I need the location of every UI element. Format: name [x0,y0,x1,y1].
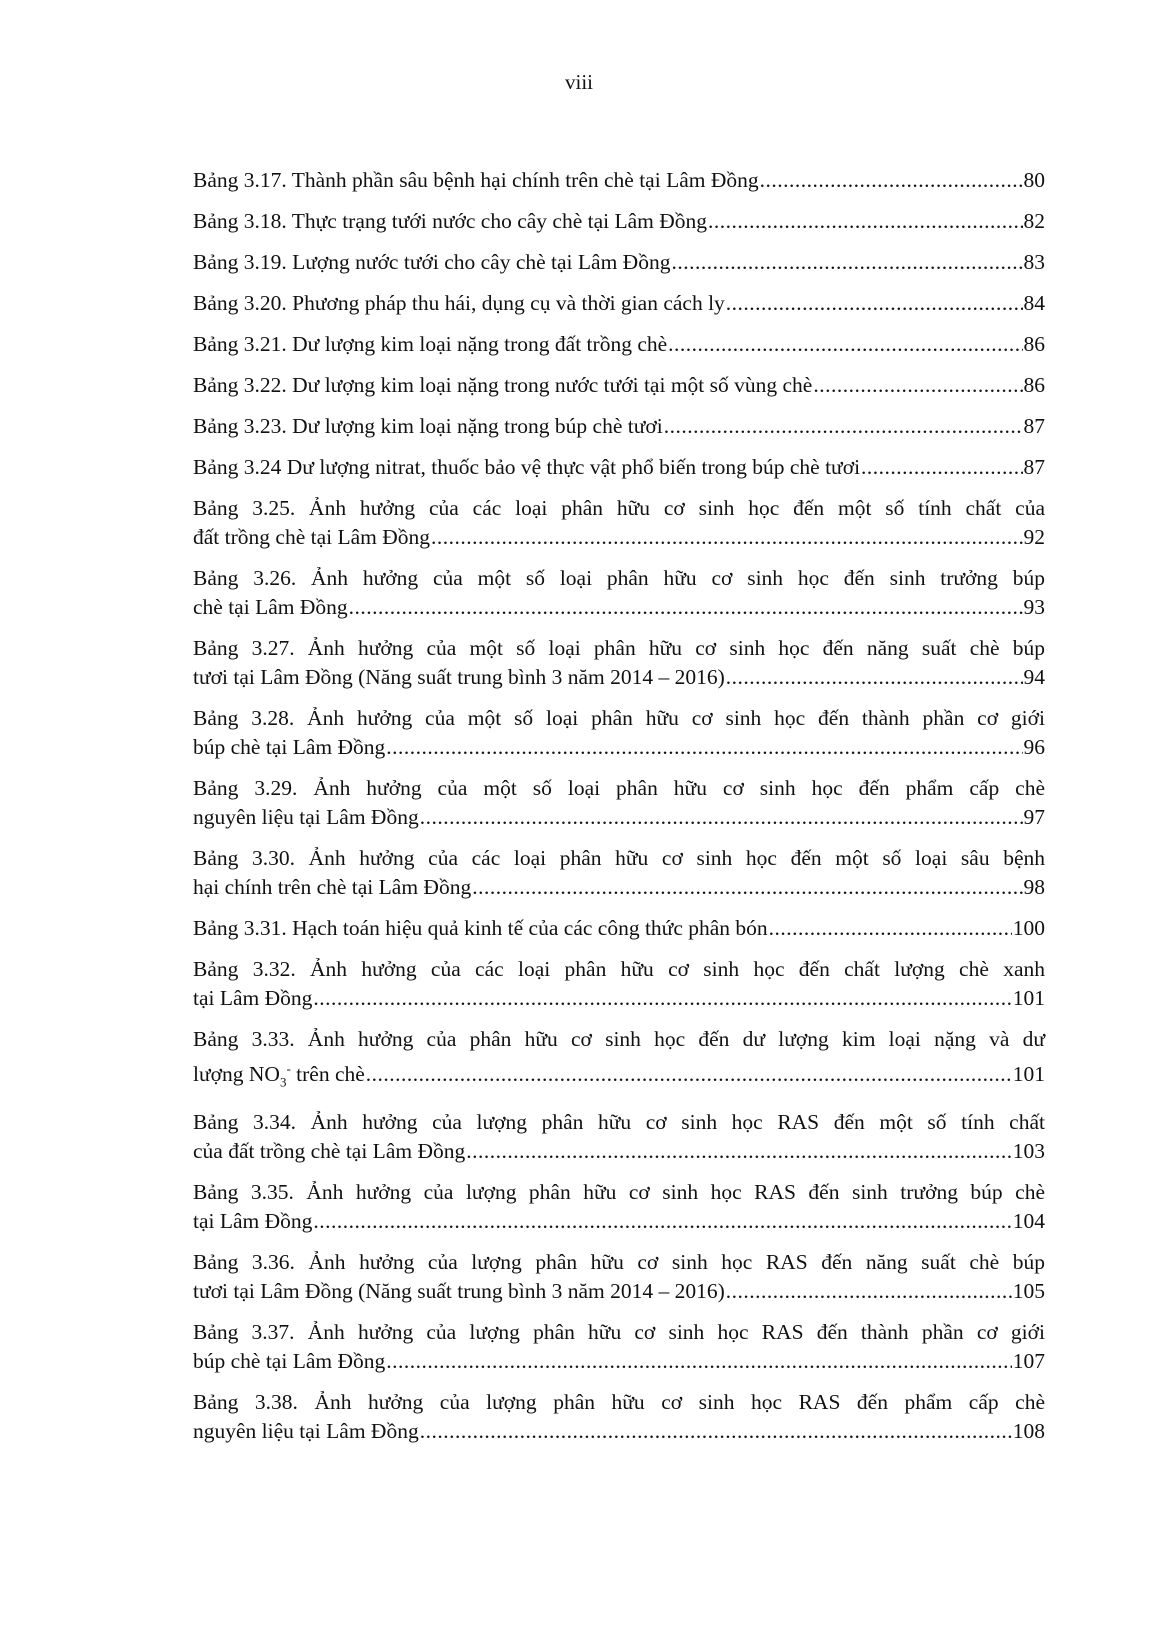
toc-entry-line [193,984,1045,1013]
toc-entry [193,634,1045,692]
toc-entry-line [193,803,1045,832]
toc-entry [193,774,1045,832]
toc-entry-text: Bảng 3.17. Thành phần sâu bệnh hại chính trên chè tại Lâm Đồng [193,168,759,192]
toc-page-number: 92 [1023,525,1045,549]
toc-entry-text: đất trồng chè tại Lâm Đồng [193,525,431,549]
toc-entry-line [193,453,1045,482]
toc-entry-text: búp chè tại Lâm Đồng [193,735,386,759]
toc-entry [193,1108,1045,1166]
dot-leader [313,984,1011,1013]
toc-page-number: 107 [1012,1349,1045,1374]
dot-leader [420,803,1023,832]
toc-entry-text: Bảng 3.31. Hạch toán hiệu quả kinh tế của các công thức phân bón [193,916,768,940]
toc-entry-text: Bảng 3.37. Ảnh hưởng của lượng phân hữu cơ sinh học RAS đến thành phần cơ giới [193,1320,1045,1345]
dot-leader [386,733,1022,762]
toc-entry-line [193,166,1045,195]
toc-entry-line [193,1417,1045,1446]
toc-entry [193,844,1045,902]
toc-page-number: 86 [1023,332,1045,356]
toc-entry-line [193,1277,1045,1306]
toc-entry [193,914,1045,943]
toc-entry [193,1318,1045,1376]
toc-page-number: 103 [1012,1139,1045,1164]
toc-entry [193,1178,1045,1236]
dot-leader [466,1137,1012,1166]
toc-entry-line [193,593,1045,622]
toc-page-number: 96 [1023,735,1045,759]
toc-entry [193,955,1045,1013]
toc-page-number: 101 [1012,986,1045,1010]
toc-entry-text: Bảng 3.19. Lượng nước tưới cho cây chè tại Lâm Đồng [193,250,671,274]
toc-entry-line [193,1347,1045,1376]
toc-entry [193,289,1045,318]
dot-leader [760,166,1023,195]
dot-leader [813,371,1022,400]
toc-page-number: 104 [1012,1209,1045,1234]
toc-entry-line [193,330,1045,359]
toc-entry-text: lượng $NO_3^-$ trên chè [193,1061,365,1090]
toc-entry [193,166,1045,195]
toc-page-number: 84 [1023,291,1045,315]
toc-page-number: 86 [1023,373,1045,397]
toc-entry-line [193,1137,1045,1166]
dot-leader [472,873,1022,902]
page-number: viii [564,70,593,94]
dot-leader [386,1347,1011,1376]
toc-entry-text: Bảng 3.28. Ảnh hưởng của một số loại phân hữu cơ sinh học đến thành phần cơ giới [193,706,1045,730]
toc-entry-text: Bảng 3.35. Ảnh hưởng của lượng phân hữu cơ sinh học RAS đến sinh trưởng búp chè [193,1180,1045,1205]
toc-entry [193,1025,1045,1096]
dot-leader [313,1207,1011,1236]
toc-entry [193,704,1045,762]
dot-leader [708,207,1022,236]
toc-entry-text: Bảng 3.24 Dư lượng nitrat, thuốc bảo vệ thực vật phổ biến trong búp chè tươi [193,455,861,479]
toc-entry-line [193,914,1045,943]
toc-entry [193,1388,1045,1446]
toc-entry-text: Bảng 3.18. Thực trạng tưới nước cho cây chè tại Lâm Đồng [193,209,708,233]
toc-entry-line [193,733,1045,762]
toc-entry-text: Bảng 3.26. Ảnh hưởng của một số loại phân hữu cơ sinh học đến sinh trưởng búp [193,566,1045,590]
dot-leader [671,248,1022,277]
toc-page-number: 100 [1012,916,1045,940]
toc-entry-line [193,873,1045,902]
toc-entry-text: chè tại Lâm Đồng [193,595,348,619]
toc-entry-text: Bảng 3.29. Ảnh hưởng của một số loại phân hữu cơ sinh học đến phẩm cấp chè [193,776,1045,800]
toc-entry-text: của đất trồng chè tại Lâm Đồng [193,1139,466,1164]
toc-page-number: 87 [1023,455,1045,479]
toc-entry-text: tại Lâm Đồng [193,1209,313,1234]
toc-page-number: 83 [1023,250,1045,274]
toc-page-number: 93 [1023,595,1045,619]
toc-entry [193,564,1045,622]
toc-entry-text: Bảng 3.27. Ảnh hưởng của một số loại phân hữu cơ sinh học đến năng suất chè búp [193,636,1045,660]
toc-entry-text: Bảng 3.38. Ảnh hưởng của lượng phân hữu cơ sinh học RAS đến phẩm cấp chè [193,1390,1045,1415]
dot-leader [861,453,1022,482]
dot-leader [668,330,1022,359]
toc-page-number: 94 [1023,665,1045,689]
toc-entry [193,412,1045,441]
toc-entry [193,248,1045,277]
toc-page-number: 108 [1012,1419,1045,1444]
toc-entry-text: Bảng 3.32. Ảnh hưởng của các loại phân hữu cơ sinh học đến chất lượng chè xanh [193,957,1045,981]
toc-entry-line [193,523,1045,552]
toc-entry-line [193,289,1045,318]
toc-page-number: 82 [1023,209,1045,233]
toc-entry-text: nguyên liệu tại Lâm Đồng [193,805,419,829]
toc-page-number: 105 [1012,1279,1045,1304]
toc-entry [193,494,1045,552]
dot-leader [769,914,1012,943]
toc-entry-text: nguyên liệu tại Lâm Đồng [193,1419,419,1444]
toc-entry [193,453,1045,482]
dot-leader [664,412,1023,441]
dot-leader [726,663,1023,692]
dot-leader [366,1060,1012,1089]
dot-leader [431,523,1022,552]
toc-entry [193,371,1045,400]
toc-entry-text: Bảng 3.25. Ảnh hưởng của các loại phân hữu cơ sinh học đến một số tính chất của [193,496,1045,520]
toc-entry-text: Bảng 3.22. Dư lượng kim loại nặng trong nước tưới tại một số vùng chè [193,373,813,397]
toc-entry-text: Bảng 3.30. Ảnh hưởng của các loại phân hữu cơ sinh học đến một số loại sâu bệnh [193,846,1045,870]
toc-entry-text: tươi tại Lâm Đồng (Năng suất trung bình 3 năm 2014 – 2016) [193,1279,725,1304]
toc-page-number: 87 [1023,414,1045,438]
table-of-contents [193,166,1045,1458]
toc-entry-text: Bảng 3.34. Ảnh hưởng của lượng phân hữu cơ sinh học RAS đến một số tính chất [193,1110,1045,1135]
toc-entry-line [193,1054,1045,1096]
toc-entry-text: tại Lâm Đồng [193,986,313,1010]
dot-leader [349,593,1023,622]
toc-entry-text: Bảng 3.21. Dư lượng kim loại nặng trong đất trồng chè [193,332,668,356]
toc-entry-text: hại chính trên chè tại Lâm Đồng [193,875,472,899]
dot-leader [726,1277,1012,1306]
toc-entry-text: tươi tại Lâm Đồng (Năng suất trung bình 3 năm 2014 – 2016) [193,665,725,689]
dot-leader [420,1417,1012,1446]
toc-entry-line [193,371,1045,400]
toc-entry-text: Bảng 3.36. Ảnh hưởng của lượng phân hữu cơ sinh học RAS đến năng suất chè búp [193,1250,1045,1275]
toc-page-number: 97 [1023,805,1045,829]
toc-entry-text: Bảng 3.33. Ảnh hưởng của phân hữu cơ sinh học đến dư lượng kim loại nặng và dư [193,1027,1045,1051]
toc-page-number: 98 [1023,875,1045,899]
toc-entry-line [193,1207,1045,1236]
toc-entry [193,330,1045,359]
toc-entry-line [193,207,1045,236]
toc-entry-text: Bảng 3.20. Phương pháp thu hái, dụng cụ và thời gian cách ly [193,291,725,315]
toc-page-number: 101 [1012,1062,1045,1087]
toc-entry-text: Bảng 3.23. Dư lượng kim loại nặng trong búp chè tươi [193,414,663,438]
toc-entry-line [193,412,1045,441]
toc-page-number: 80 [1023,168,1045,192]
toc-entry-line [193,663,1045,692]
toc-entry-line [193,248,1045,277]
toc-entry [193,1248,1045,1306]
toc-entry-text: búp chè tại Lâm Đồng [193,1349,386,1374]
toc-entry [193,207,1045,236]
dot-leader [726,289,1023,318]
